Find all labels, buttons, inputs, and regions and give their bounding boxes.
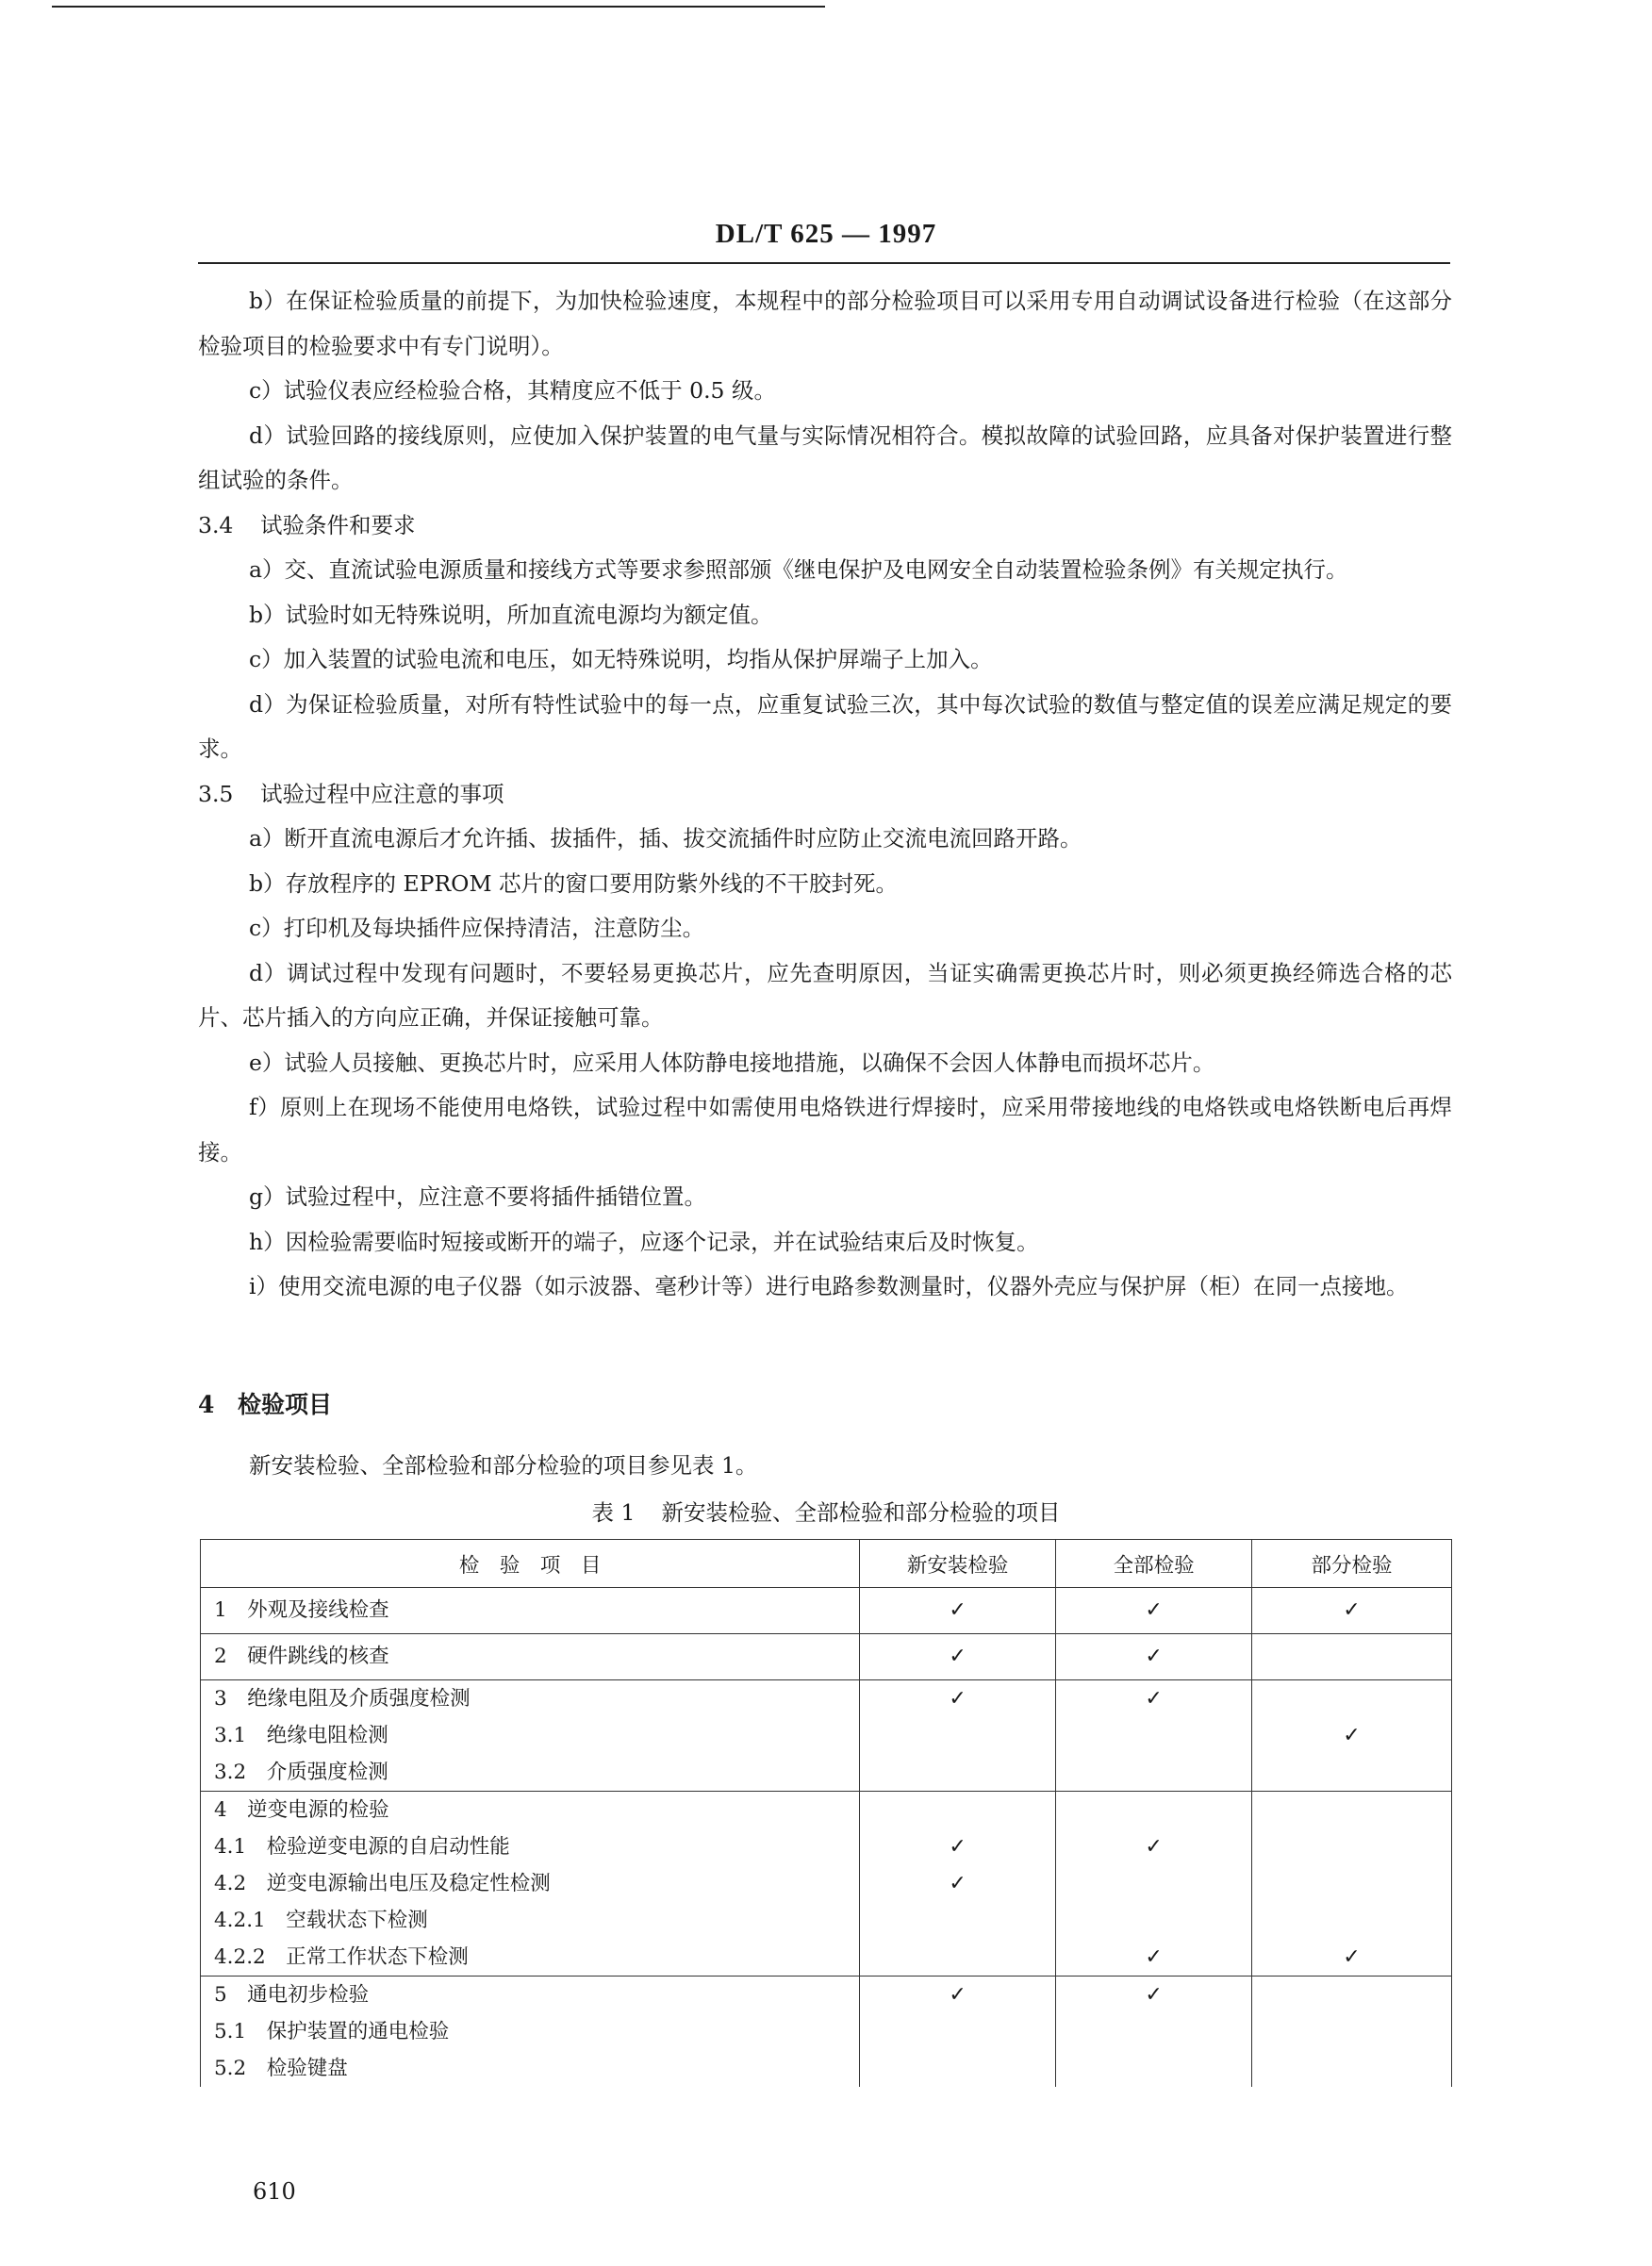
mark-cell xyxy=(1056,1977,1252,2088)
item-label: 3.1 绝缘电阻检测 xyxy=(214,1724,388,1747)
paragraph: b）在保证检验质量的前提下，为加快检验速度，本规程中的部分检验项目可以采用专用自动调试设备进行检验（在这部分检验项目的检验要求中有专门说明）。 xyxy=(198,288,1452,359)
table-body xyxy=(201,1588,1452,2088)
check-mark: ✓ xyxy=(949,1645,966,1668)
check-mark: ✓ xyxy=(949,1835,966,1859)
table-row xyxy=(201,1588,1452,1634)
mark-cell xyxy=(860,1680,1056,1792)
check-mark xyxy=(860,1792,1055,1828)
item-label: 3.2 介质强度检测 xyxy=(214,1761,388,1784)
item-cell xyxy=(201,1588,860,1634)
inspection-items-table xyxy=(200,1539,1452,2087)
item-label: 3 绝缘电阻及介质强度检测 xyxy=(214,1687,471,1711)
mark-cell xyxy=(1252,1588,1452,1634)
paragraph: d）试验回路的接线原则，应使加入保护装置的电气量与实际情况相符合。模拟故障的试验回路，应具备对保护装置进行整组试验的条件。 xyxy=(198,422,1452,493)
item-label: 4.2.2 正常工作状态下检测 xyxy=(214,1945,469,1969)
paragraph: i）使用交流电源的电子仪器（如示波器、毫秒计等）进行电路参数测量时，仪器外壳应与保护屏（柜）在同一点接地。 xyxy=(249,1273,1409,1299)
check-mark xyxy=(1056,1754,1251,1791)
check-mark: ✓ xyxy=(949,1598,966,1622)
item-label: 4.1 检验逆变电源的自启动性能 xyxy=(214,1835,510,1859)
table-row xyxy=(201,1792,1452,1977)
mark-cell xyxy=(1056,1634,1252,1680)
section-title: 检验项目 xyxy=(238,1391,333,1418)
check-mark xyxy=(1252,1754,1451,1791)
paragraph: g）试验过程中，应注意不要将插件插错位置。 xyxy=(249,1183,707,1210)
check-mark: ✓ xyxy=(1343,1724,1361,1747)
mark-cell xyxy=(1056,1588,1252,1634)
check-mark xyxy=(1252,2050,1451,2087)
table-caption xyxy=(0,1495,1652,1527)
table-header-row xyxy=(201,1540,1452,1588)
page-number: 610 xyxy=(253,2178,296,2205)
check-mark xyxy=(1252,1902,1451,1939)
check-mark xyxy=(1252,2013,1451,2050)
section-intro: 新安装检验、全部检验和部分检验的项目参见表 1。 xyxy=(249,1452,758,1479)
check-mark xyxy=(860,1939,1055,1976)
check-mark xyxy=(1252,1634,1451,1679)
check-mark xyxy=(1056,1792,1251,1828)
table-title: 新安装检验、全部检验和部分检验的项目 xyxy=(661,1499,1061,1526)
mark-cell xyxy=(860,1588,1056,1634)
item-cell xyxy=(201,1634,860,1680)
mark-cell xyxy=(1252,1680,1452,1792)
item-cell xyxy=(201,1680,860,1792)
mark-cell xyxy=(1252,1792,1452,1977)
mark-cell xyxy=(860,1792,1056,1977)
paragraph: a）交、直流试验电源质量和接线方式等要求参照部颁《继电保护及电网安全自动装置检验条例》有关规定执行。 xyxy=(249,556,1348,583)
item-cell xyxy=(201,1792,860,1977)
paragraph: d）调试过程中发现有问题时，不要轻易更换芯片，应先查明原因，当证实确需更换芯片时，则必须更换经筛选合格的芯片、芯片插入的方向应正确，并保证接触可靠。 xyxy=(198,959,1452,1031)
check-mark: ✓ xyxy=(1145,1983,1163,2007)
table-row xyxy=(201,1634,1452,1680)
item-label: 4 逆变电源的检验 xyxy=(214,1798,389,1822)
section-number: 3.4 xyxy=(198,511,234,538)
mark-cell xyxy=(1056,1680,1252,1792)
paragraph: b）试验时如无特殊说明，所加直流电源均为额定值。 xyxy=(249,601,773,628)
check-mark: ✓ xyxy=(1145,1687,1163,1711)
paragraph: d）为保证检验质量，对所有特性试验中的每一点，应重复试验三次，其中每次试验的数值与整定值的误差应满足规定的要求。 xyxy=(198,690,1452,762)
paragraph: c）打印机及每块插件应保持清洁，注意防尘。 xyxy=(249,915,705,941)
item-label: 1 外观及接线检查 xyxy=(214,1598,389,1622)
check-mark xyxy=(1056,2013,1251,2050)
item-cell xyxy=(201,1977,860,2088)
column-header-new-install: 新安装检验 xyxy=(860,1540,1056,1588)
check-mark: ✓ xyxy=(1343,1945,1361,1969)
top-edge-rule xyxy=(52,6,825,8)
item-label: 4.2 逆变电源输出电压及稳定性检测 xyxy=(214,1872,551,1895)
paragraph: b）存放程序的 EPROM 芯片的窗口要用防紫外线的不干胶封死。 xyxy=(249,869,898,897)
check-mark xyxy=(860,1717,1055,1754)
item-label: 5 通电初步检验 xyxy=(214,1983,370,2007)
column-header-item: 检 验 项 目 xyxy=(201,1540,860,1588)
check-mark: ✓ xyxy=(949,1983,966,2007)
standard-code: DL/T 625 — 1997 xyxy=(715,219,937,249)
mark-cell xyxy=(860,1977,1056,2088)
table-number: 表 1 xyxy=(591,1499,636,1526)
paragraph: h）因检验需要临时短接或断开的端子，应逐个记录，并在试验结束后及时恢复。 xyxy=(249,1228,1039,1255)
paragraph: e）试验人员接触、更换芯片时，应采用人体防静电接地措施，以确保不会因人体静电而损坏芯片。 xyxy=(249,1049,1215,1076)
paragraph: c）加入装置的试验电流和电压，如无特殊说明，均指从保护屏端子上加入。 xyxy=(249,646,993,672)
body-text xyxy=(198,279,1452,1310)
check-mark: ✓ xyxy=(949,1687,966,1711)
item-label: 4.2.1 空载状态下检测 xyxy=(214,1909,428,1932)
check-mark: ✓ xyxy=(1145,1645,1163,1668)
check-mark xyxy=(1252,1792,1451,1828)
check-mark xyxy=(1056,2050,1251,2087)
check-mark xyxy=(1252,1865,1451,1902)
check-mark xyxy=(860,1902,1055,1939)
paragraph: c）试验仪表应经检验合格，其精度应不低于 0.5 级。 xyxy=(249,377,776,404)
header-rule xyxy=(198,262,1450,264)
check-mark: ✓ xyxy=(1145,1598,1163,1622)
mark-cell xyxy=(860,1634,1056,1680)
check-mark xyxy=(1252,1977,1451,2013)
mark-cell xyxy=(1252,1977,1452,2088)
table-row xyxy=(201,1680,1452,1792)
item-label: 2 硬件跳线的核查 xyxy=(214,1645,389,1668)
check-mark xyxy=(1252,1828,1451,1865)
check-mark xyxy=(1056,1902,1251,1939)
check-mark: ✓ xyxy=(1343,1598,1361,1622)
check-mark: ✓ xyxy=(1145,1835,1163,1859)
check-mark xyxy=(860,2013,1055,2050)
check-mark xyxy=(860,2050,1055,2087)
check-mark: ✓ xyxy=(1145,1945,1163,1969)
check-mark xyxy=(1056,1717,1251,1754)
paragraph: f）原则上在现场不能使用电烙铁，试验过程中如需使用电烙铁进行焊接时，应采用带接地线的电烙铁或电烙铁断电后再焊接。 xyxy=(198,1094,1452,1166)
column-header-partial: 部分检验 xyxy=(1252,1540,1452,1588)
section-number: 3.5 xyxy=(198,780,234,807)
section-heading-4 xyxy=(198,1386,332,1420)
item-label: 5.1 保护装置的通电检验 xyxy=(214,2020,450,2043)
mark-cell xyxy=(1056,1792,1252,1977)
check-mark: ✓ xyxy=(949,1872,966,1895)
item-label: 5.2 检验键盘 xyxy=(214,2057,348,2080)
section-number: 4 xyxy=(198,1391,215,1418)
section-title: 试验条件和要求 xyxy=(260,511,416,538)
section-heading-3-4 xyxy=(198,504,1452,549)
check-mark xyxy=(860,1754,1055,1791)
check-mark xyxy=(1252,1680,1451,1717)
section-heading-3-5 xyxy=(198,772,1452,818)
mark-cell xyxy=(1252,1634,1452,1680)
table-row xyxy=(201,1977,1452,2088)
check-mark xyxy=(1056,1865,1251,1902)
paragraph: a）断开直流电源后才允许插、拔插件，插、拔交流插件时应防止交流电流回路开路。 xyxy=(249,825,1082,852)
column-header-full: 全部检验 xyxy=(1056,1540,1252,1588)
section-title: 试验过程中应注意的事项 xyxy=(260,780,504,807)
